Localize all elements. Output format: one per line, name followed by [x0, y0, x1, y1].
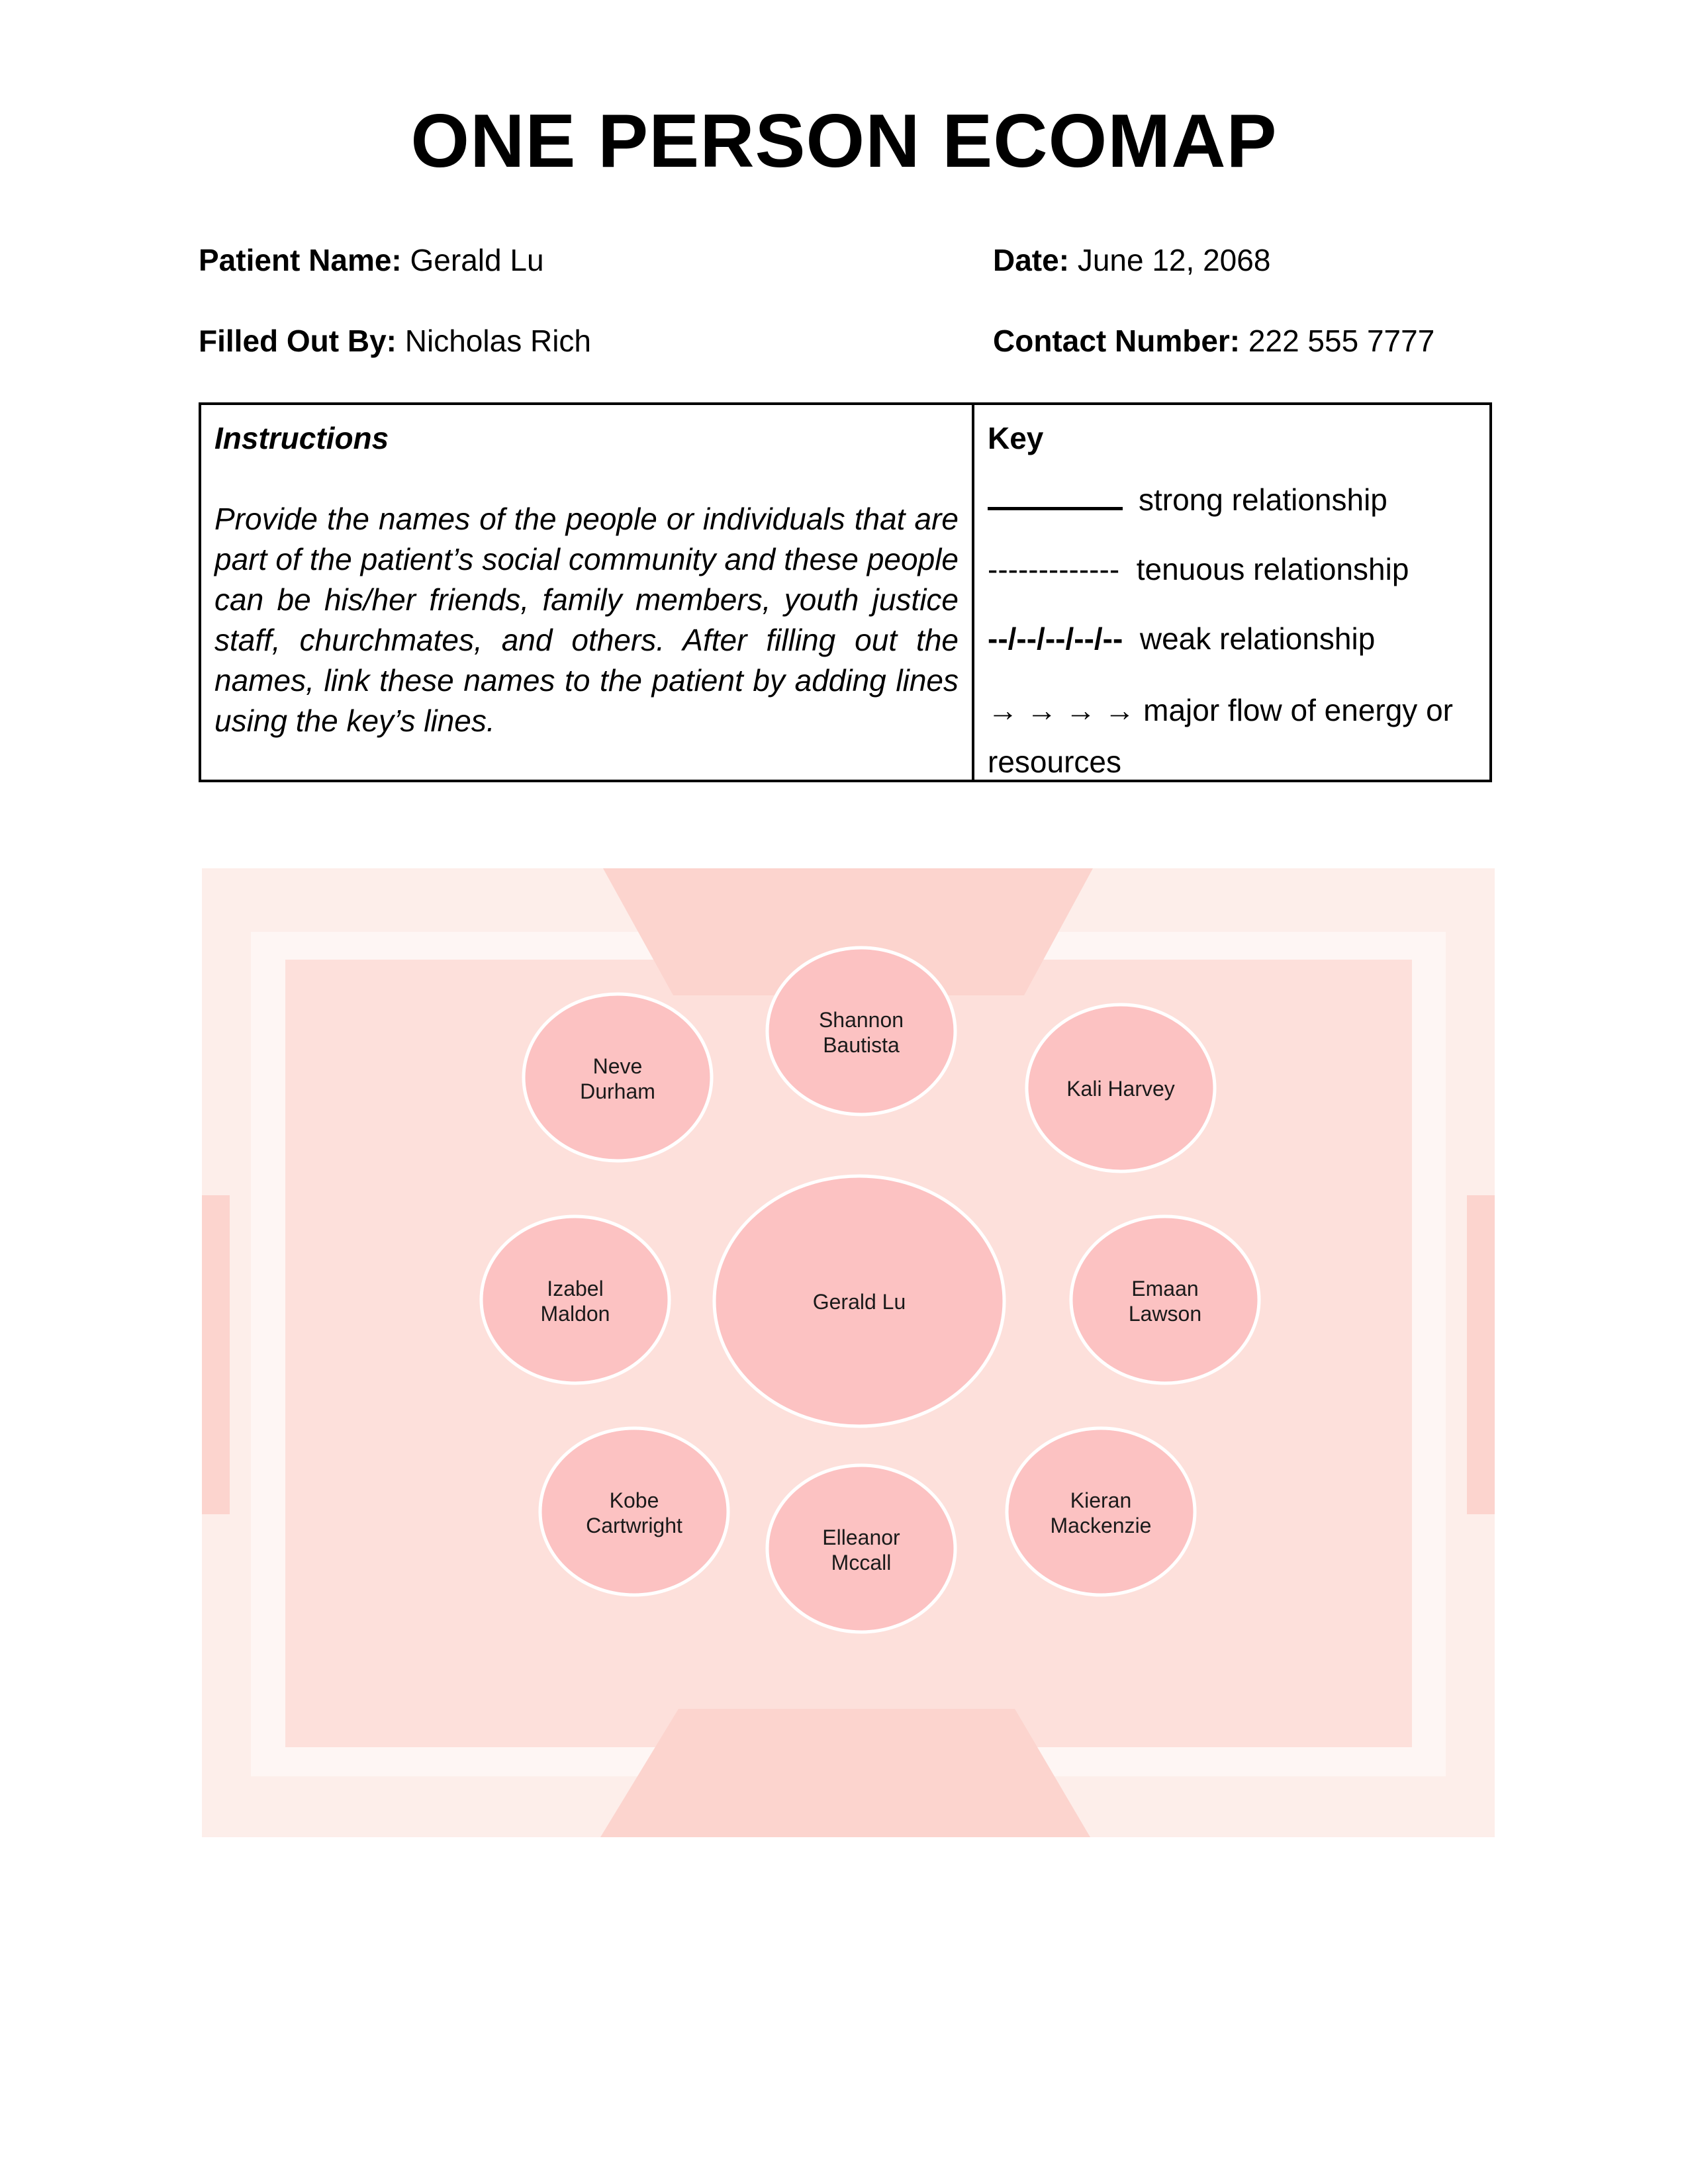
instructions-text: Provide the names of the people or individuals that are part of the patient’s social community and these people can be his/her friends, family members, youth justice staff, churchmates, and others. After filling out the names, link these names to the patient by adding lines using the key’s lines.	[214, 502, 959, 738]
page-title: ONE PERSON ECOMAP	[410, 99, 1278, 183]
instructions-cell	[201, 405, 974, 780]
filled-out-by-value: Nicholas Rich	[404, 324, 591, 358]
ecomap-canvas	[202, 868, 1495, 1837]
node-label-line1: Kobe	[609, 1488, 659, 1512]
node-elleanor-mccall	[767, 1465, 955, 1632]
node-label-line1: Izabel	[547, 1277, 604, 1300]
bottom-trapezoid	[600, 1709, 1090, 1837]
strong-line-symbol	[988, 507, 1123, 510]
flow-arrow-symbol: → → → →	[988, 693, 1135, 727]
key-strong-row	[988, 481, 1476, 518]
key-heading: Key	[988, 421, 1044, 455]
filled-out-by-label: Filled Out By:	[199, 324, 397, 358]
date-field	[993, 242, 1270, 278]
node-label-line2: Maldon	[540, 1302, 610, 1326]
contact-number-label: Contact Number:	[993, 324, 1241, 358]
node-kali-harvey	[1027, 1005, 1215, 1171]
node-label-line2: Bautista	[823, 1033, 900, 1057]
weak-line-symbol: --/--/--/--/--	[988, 621, 1123, 656]
node-neve-durham	[524, 994, 712, 1161]
node-label-line2: Lawson	[1128, 1302, 1202, 1326]
center-node	[714, 1176, 1004, 1426]
key-cell	[974, 405, 1489, 780]
tenuous-line-symbol: -------------	[988, 552, 1120, 586]
patient-name-label: Patient Name:	[199, 243, 402, 277]
key-flow-row	[988, 684, 1476, 788]
node-label-line2: Cartwright	[586, 1514, 682, 1537]
node-label-line1: Kali Harvey	[1066, 1077, 1175, 1101]
node-kieran-mackenzie	[1007, 1428, 1195, 1595]
filled-out-by-field	[199, 323, 591, 359]
node-label-line2: Mackenzie	[1050, 1514, 1152, 1537]
ecomap-diagram	[202, 868, 1495, 1837]
node-label-line1: Kieran	[1070, 1488, 1132, 1512]
node-shannon-bautista	[767, 948, 955, 1115]
node-label-line2: Durham	[580, 1079, 655, 1103]
node-label-line1: Neve	[592, 1054, 643, 1078]
key-tenuous-row	[988, 551, 1476, 588]
right-side-tab	[1467, 1195, 1495, 1514]
instructions-key-table	[199, 402, 1492, 782]
center-node-label: Gerald Lu	[812, 1290, 906, 1314]
node-label-line1: Emaan	[1131, 1277, 1199, 1300]
left-side-tab	[202, 1195, 230, 1514]
patient-name-value: Gerald Lu	[410, 243, 544, 277]
key-flow-label: major flow of energy or resources	[988, 693, 1453, 779]
node-label-line1: Elleanor	[822, 1525, 900, 1549]
node-label-line2: Mccall	[831, 1551, 892, 1574]
node-emaan-lawson	[1071, 1216, 1259, 1383]
contact-number-field	[993, 323, 1434, 359]
key-tenuous-label: tenuous relationship	[1136, 552, 1409, 586]
key-weak-row	[988, 620, 1476, 657]
date-value: June 12, 2068	[1077, 243, 1271, 277]
key-weak-label: weak relationship	[1139, 621, 1376, 656]
node-izabel-maldon	[481, 1216, 669, 1383]
date-label: Date:	[993, 243, 1070, 277]
patient-name-field	[199, 242, 544, 278]
contact-number-value: 222 555 7777	[1248, 324, 1435, 358]
node-label-line1: Shannon	[818, 1008, 904, 1032]
key-strong-label: strong relationship	[1139, 482, 1387, 517]
instructions-heading: Instructions	[214, 421, 389, 455]
node-kobe-cartwright	[540, 1428, 728, 1595]
